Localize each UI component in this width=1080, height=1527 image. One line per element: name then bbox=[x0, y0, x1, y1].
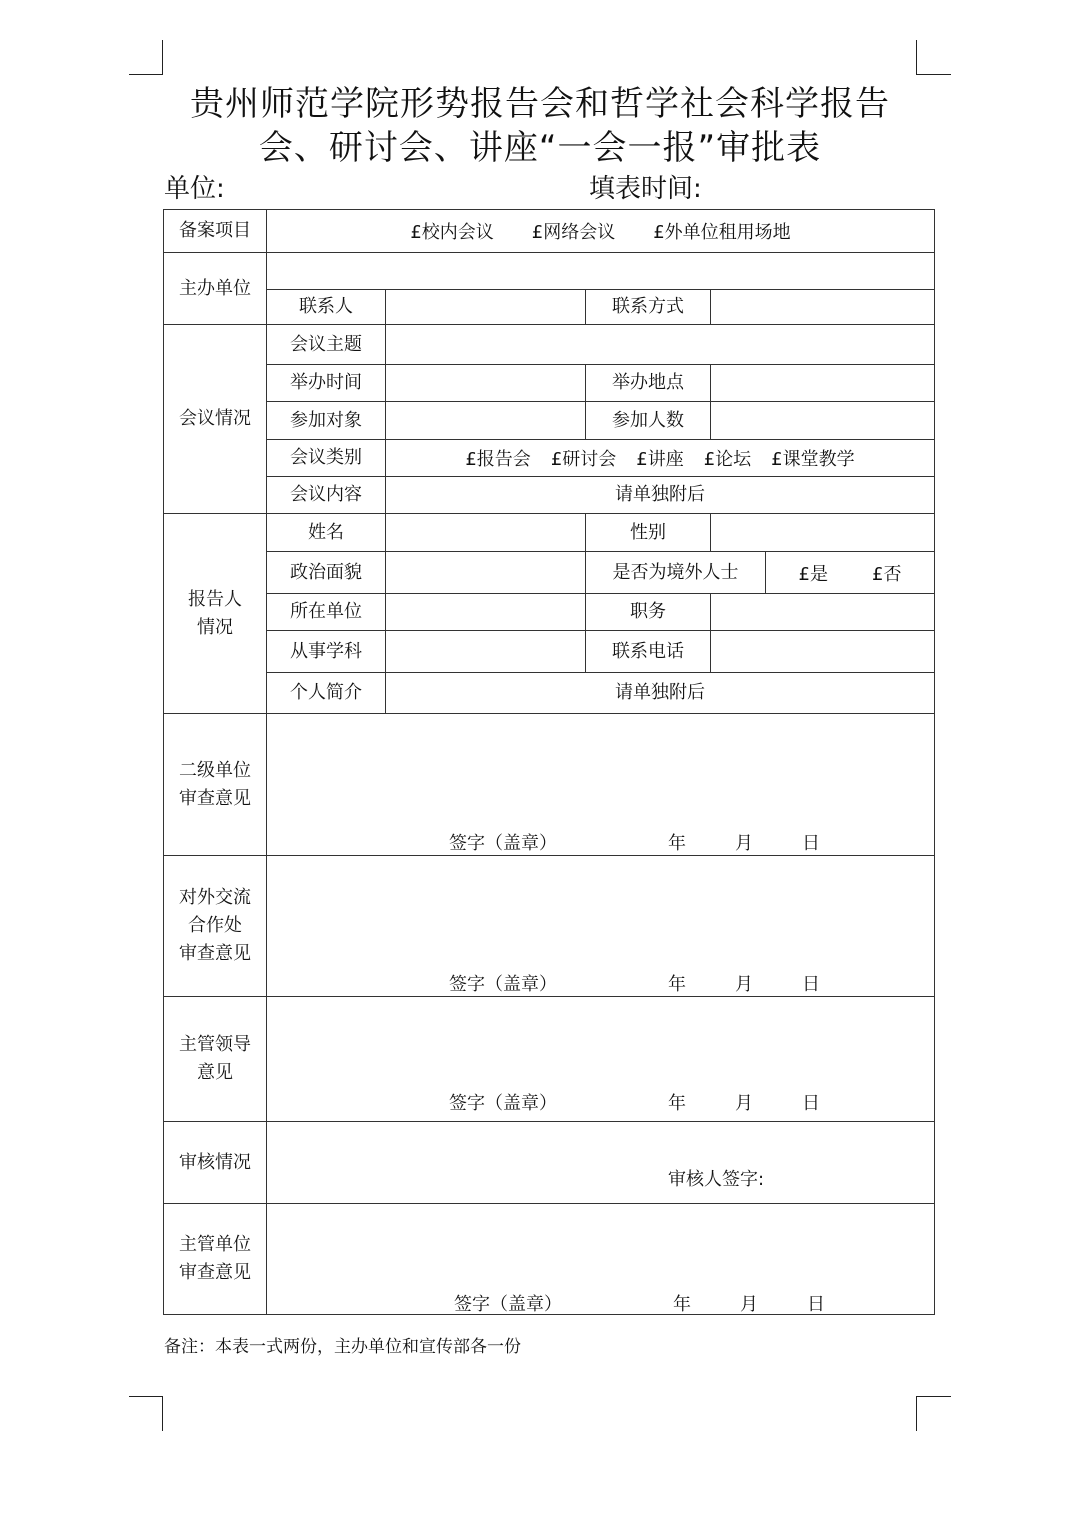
discipline-label: 从事学科 bbox=[290, 640, 362, 662]
signature-label: 签字（盖章） bbox=[449, 1093, 557, 1114]
audience-input[interactable] bbox=[386, 402, 585, 439]
filing-option-campus[interactable]: £校内会议 bbox=[410, 222, 494, 243]
speaker-label-line-2: 情况 bbox=[197, 616, 233, 638]
year-label: 年 bbox=[668, 833, 686, 854]
foreign-affairs-label-line-2: 合作处 bbox=[188, 915, 242, 936]
gender-input[interactable] bbox=[711, 514, 934, 551]
month-label: 月 bbox=[735, 1093, 753, 1114]
month-label: 月 bbox=[735, 833, 753, 854]
speaker-label-line-1: 报告人 bbox=[188, 588, 242, 610]
meeting-time-input[interactable] bbox=[386, 365, 585, 401]
year-label: 年 bbox=[668, 1093, 686, 1114]
secondary-review-label-line-2: 审查意见 bbox=[179, 787, 251, 809]
form-title-line-2: 会、研讨会、讲座“一会一报”审批表 bbox=[258, 128, 822, 168]
meeting-place-input[interactable] bbox=[711, 365, 934, 401]
year-label: 年 bbox=[673, 1294, 691, 1315]
attendee-count-label: 参加人数 bbox=[612, 409, 684, 431]
filing-label: 备案项目 bbox=[179, 220, 251, 241]
filing-option-online[interactable]: £网络会议 bbox=[531, 222, 616, 243]
name-label: 姓名 bbox=[308, 521, 344, 543]
crop-mark-top-left bbox=[129, 40, 163, 75]
supervisor-review-area[interactable] bbox=[267, 1204, 934, 1314]
crop-mark-bottom-right bbox=[916, 1396, 951, 1431]
signature-label: 签字（盖章） bbox=[449, 974, 557, 995]
speaker-org-input[interactable] bbox=[386, 594, 585, 630]
signature-label: 签字（盖章） bbox=[449, 833, 557, 854]
category-option-seminar[interactable]: £研讨会 bbox=[550, 449, 617, 470]
leader-opinion-area[interactable] bbox=[267, 997, 934, 1121]
gender-label: 性别 bbox=[630, 521, 666, 543]
fill-time-label: 填表时间: bbox=[589, 174, 702, 204]
bio-value: 请单独附后 bbox=[615, 682, 705, 703]
day-label: 日 bbox=[802, 974, 820, 995]
speaker-org-label: 所在单位 bbox=[290, 601, 362, 622]
secondary-review-label-line-1: 二级单位 bbox=[179, 759, 251, 781]
discipline-input[interactable] bbox=[386, 631, 585, 672]
name-input[interactable] bbox=[386, 514, 585, 551]
speaker-label bbox=[164, 514, 266, 713]
phone-input[interactable] bbox=[711, 631, 934, 672]
category-label: 会议类别 bbox=[290, 447, 362, 468]
category-option-forum[interactable]: £论坛 bbox=[703, 449, 752, 470]
contact-label: 联系人 bbox=[299, 296, 353, 317]
form-title-line-1: 贵州师范学院形势报告会和哲学社会科学报告 bbox=[190, 84, 890, 124]
audience-label: 参加对象 bbox=[290, 409, 362, 431]
day-label: 日 bbox=[807, 1294, 825, 1315]
bio-label: 个人简介 bbox=[290, 682, 362, 703]
crop-mark-bottom-left bbox=[129, 1396, 163, 1431]
supervisor-label-line-1: 主管单位 bbox=[179, 1234, 251, 1255]
position-label: 职务 bbox=[630, 601, 666, 622]
meeting-label: 会议情况 bbox=[179, 408, 251, 429]
content-value: 请单独附后 bbox=[615, 484, 705, 505]
foreign-affairs-label-line-3: 审查意见 bbox=[179, 943, 251, 964]
foreign-affairs-review-area[interactable] bbox=[267, 856, 934, 996]
footnote: 备注：本表一式两份，主办单位和宣传部各一份 bbox=[164, 1337, 521, 1357]
attendee-count-input[interactable] bbox=[711, 402, 934, 439]
month-label: 月 bbox=[740, 1294, 758, 1315]
supervisor-review-label bbox=[164, 1204, 266, 1314]
contact-input[interactable] bbox=[386, 290, 585, 324]
foreign-option-no[interactable]: £否 bbox=[872, 563, 902, 585]
table-border-right bbox=[934, 209, 935, 1315]
contact-method-input[interactable] bbox=[711, 290, 934, 324]
foreign-label: 是否为境外人士 bbox=[612, 561, 739, 583]
filing-options bbox=[267, 210, 934, 252]
audit-label: 审核情况 bbox=[179, 1151, 251, 1173]
secondary-review-area[interactable] bbox=[267, 714, 934, 855]
month-label: 月 bbox=[735, 974, 753, 995]
leader-opinion-label bbox=[164, 997, 266, 1121]
contact-method-label: 联系方式 bbox=[612, 296, 684, 317]
year-label: 年 bbox=[668, 974, 686, 995]
auditor-signature-label: 审核人签字: bbox=[668, 1169, 765, 1190]
filing-option-external-venue[interactable]: £外单位租用场地 bbox=[653, 222, 791, 243]
foreign-affairs-label-line-1: 对外交流 bbox=[179, 887, 251, 908]
day-label: 日 bbox=[802, 1093, 820, 1114]
foreign-option-yes[interactable]: £是 bbox=[798, 563, 828, 585]
topic-input[interactable] bbox=[386, 325, 934, 364]
signature-label: 签字（盖章） bbox=[454, 1294, 562, 1315]
content-label: 会议内容 bbox=[290, 484, 362, 505]
topic-label: 会议主题 bbox=[290, 333, 362, 355]
crop-mark-top-right bbox=[916, 40, 951, 75]
organizer-input[interactable] bbox=[267, 253, 934, 289]
leader-label-line-1: 主管领导 bbox=[179, 1034, 251, 1055]
foreign-affairs-review-label bbox=[164, 856, 266, 996]
political-input[interactable] bbox=[386, 552, 585, 593]
foreign-options bbox=[766, 552, 934, 593]
supervisor-label-line-2: 审查意见 bbox=[179, 1262, 251, 1283]
category-option-report[interactable]: £报告会 bbox=[465, 449, 531, 470]
day-label: 日 bbox=[802, 833, 820, 854]
category-options bbox=[386, 440, 934, 476]
leader-label-line-2: 意见 bbox=[197, 1062, 233, 1083]
organizer-label: 主办单位 bbox=[179, 277, 251, 299]
phone-label: 联系电话 bbox=[612, 640, 684, 662]
meeting-place-label: 举办地点 bbox=[612, 372, 684, 393]
meeting-time-label: 举办时间 bbox=[290, 372, 362, 393]
position-input[interactable] bbox=[711, 594, 934, 630]
category-option-class[interactable]: £课堂教学 bbox=[771, 449, 855, 470]
political-label: 政治面貌 bbox=[290, 561, 362, 583]
unit-label: 单位: bbox=[164, 174, 225, 204]
audit-area[interactable] bbox=[267, 1122, 934, 1203]
secondary-review-label bbox=[164, 714, 266, 855]
category-option-lecture[interactable]: £讲座 bbox=[636, 449, 684, 470]
